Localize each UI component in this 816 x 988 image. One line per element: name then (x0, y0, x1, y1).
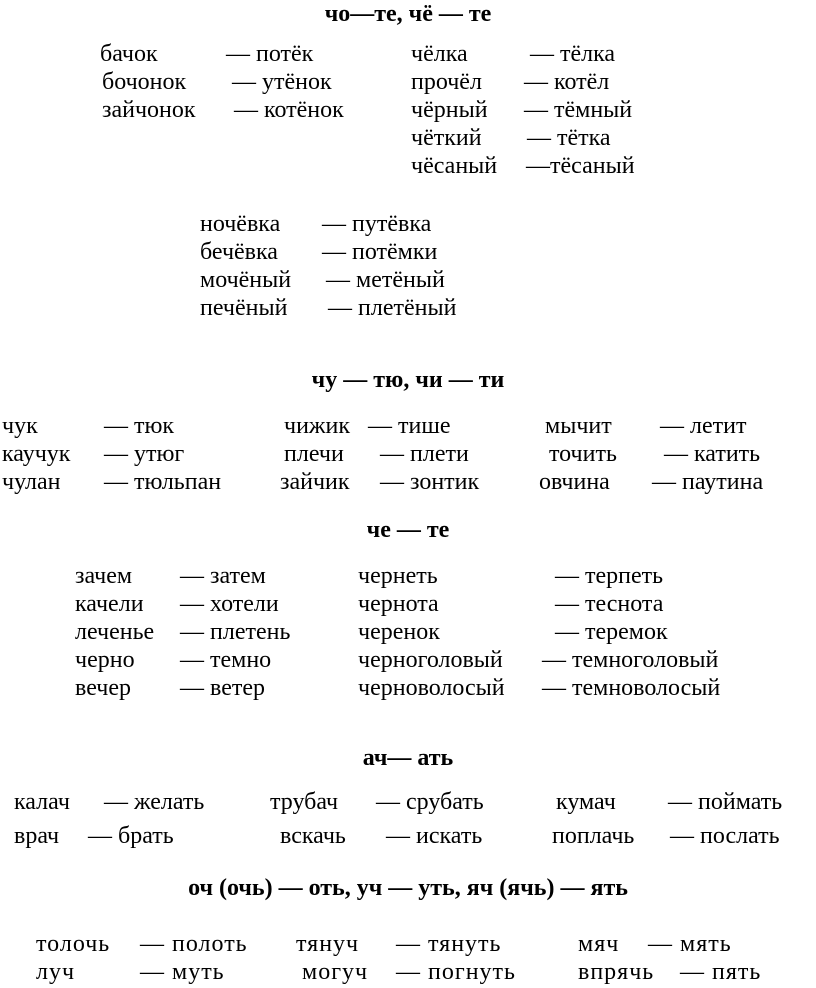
word-right: — желать (104, 789, 205, 815)
word-right: — теснота (555, 591, 664, 617)
word-right: — хотели (180, 591, 279, 617)
word-right: — утюг (104, 441, 185, 467)
word-left: могуч (302, 959, 369, 985)
word-right: — тянуть (396, 931, 502, 957)
word-right: — срубать (376, 789, 484, 815)
word-right: — полоть (140, 931, 248, 957)
word-left: чулан (2, 469, 61, 495)
word-left: зачем (75, 563, 133, 589)
word-left: черенок (358, 619, 440, 645)
word-left: трубач (270, 789, 339, 815)
word-left: мочёный (200, 267, 292, 293)
word-left: поплачь (552, 823, 635, 849)
word-left: точить (549, 441, 617, 467)
word-left: зайчик (280, 469, 350, 495)
word-left: мычит (545, 413, 612, 439)
word-left: мяч (578, 931, 620, 957)
word-right: — тюк (104, 413, 175, 439)
word-right: — потёк (226, 41, 314, 67)
word-left: чёткий (411, 125, 482, 151)
word-right: — метёный (326, 267, 445, 293)
word-left: чижик (284, 413, 350, 439)
word-left: черно (75, 647, 135, 673)
word-left: луч (36, 959, 76, 985)
word-left: тянуч (296, 931, 360, 957)
word-right: — муть (140, 959, 225, 985)
word-left: плечи (284, 441, 344, 467)
word-right: — котёл (524, 69, 610, 95)
word-left: калач (14, 789, 70, 815)
heading-ach-at: ач— ать (362, 745, 454, 771)
heading-och-ot: оч (очь) — оть, уч — уть, яч (ячь) — ять (188, 875, 628, 901)
word-right: — погнуть (396, 959, 516, 985)
word-right: — темноголовый (542, 647, 719, 673)
word-left: толочь (36, 931, 111, 957)
word-left: чёсаный (411, 153, 498, 179)
word-left: врач (14, 823, 60, 849)
word-left: чёлка (411, 41, 468, 67)
word-left: черноголовый (358, 647, 503, 673)
word-left: вскачь (280, 823, 346, 849)
word-left: черноволосый (358, 675, 505, 701)
word-left: ночёвка (200, 211, 281, 237)
word-right: — пять (680, 959, 762, 985)
word-right: —тёсаный (526, 153, 635, 179)
word-right: — плетёный (328, 295, 457, 321)
word-left: вечер (75, 675, 131, 701)
word-left: чернеть (358, 563, 438, 589)
word-right: — плети (380, 441, 469, 467)
word-left: кумач (556, 789, 616, 815)
word-right: — темно (180, 647, 272, 673)
word-left: леченье (75, 619, 155, 645)
word-left: печёный (200, 295, 288, 321)
heading-chu-tyu: чу — тю, чи — ти (311, 367, 505, 393)
word-right: — послать (670, 823, 780, 849)
word-left: бочонок (102, 69, 187, 95)
word-right: — тётка (527, 125, 611, 151)
word-right: — тёлка (530, 41, 616, 67)
word-right: — тише (368, 413, 451, 439)
word-right: — летит (660, 413, 747, 439)
word-left: овчина (539, 469, 610, 495)
word-right: — мять (648, 931, 732, 957)
word-left: бечёвка (200, 239, 278, 265)
word-left: чернота (358, 591, 439, 617)
word-left: качели (75, 591, 144, 617)
word-left: чук (2, 413, 38, 439)
word-left: прочёл (411, 69, 482, 95)
word-left: каучук (2, 441, 71, 467)
word-right: — паутина (652, 469, 764, 495)
word-right: — тюльпан (104, 469, 222, 495)
word-left: впрячь (578, 959, 655, 985)
word-right: — котёнок (234, 97, 344, 123)
word-right: — путёвка (322, 211, 432, 237)
word-right: — теремок (555, 619, 668, 645)
word-right: — зонтик (380, 469, 480, 495)
word-right: — катить (664, 441, 761, 467)
word-left: зайчонок (102, 97, 196, 123)
heading-che-te: че — те (366, 517, 450, 543)
word-right: — ветер (180, 675, 265, 701)
word-right: — поймать (668, 789, 783, 815)
word-right: — утёнок (232, 69, 332, 95)
word-left: чёрный (411, 97, 488, 123)
word-right: — тёмный (524, 97, 633, 123)
word-right: — затем (180, 563, 266, 589)
word-right: — плетень (180, 619, 291, 645)
word-left: бачок (100, 41, 158, 67)
word-right: — темноволосый (542, 675, 721, 701)
heading-cho-te: чо—те, чё — те (324, 1, 492, 27)
word-right: — потёмки (322, 239, 438, 265)
word-right: — брать (88, 823, 174, 849)
word-right: — искать (386, 823, 483, 849)
word-right: — терпеть (555, 563, 664, 589)
